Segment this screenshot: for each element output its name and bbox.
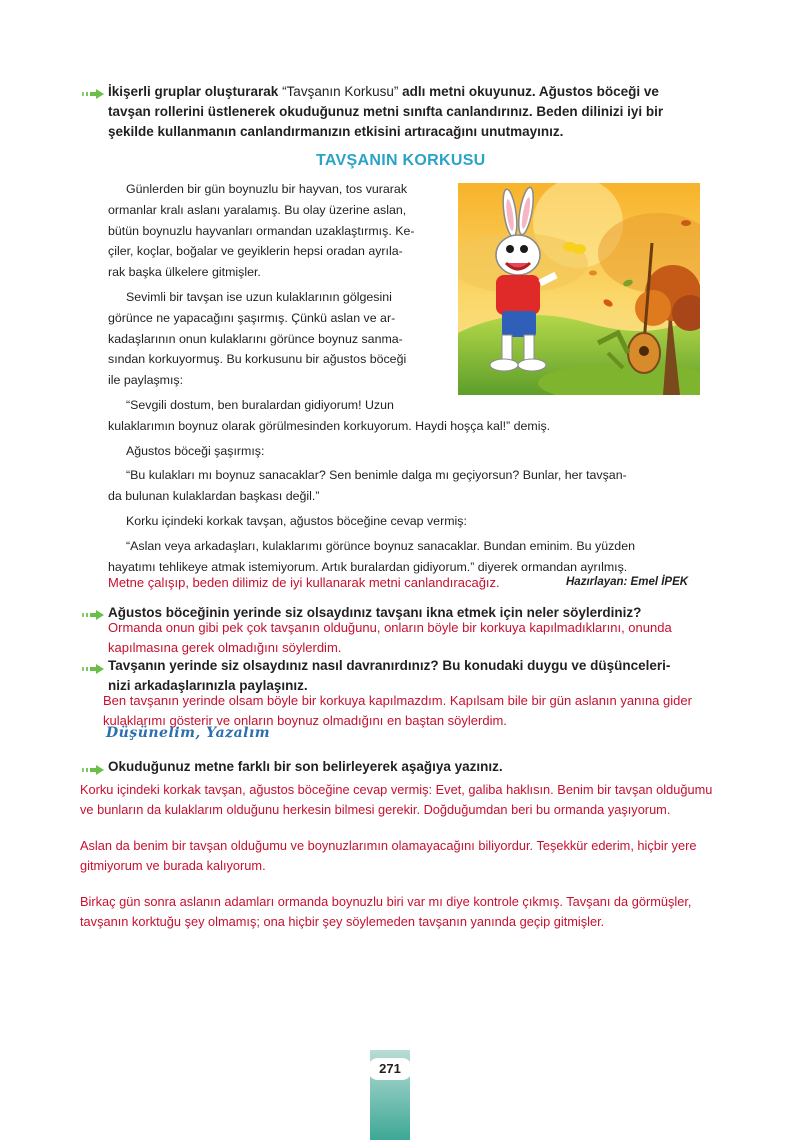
arrow-bullet-icon [82,664,104,674]
handwritten-note: Metne çalışıp, beden dilimiz de iyi kullanarak metni canlandıracağız. [108,575,500,590]
story-line: Günlerden bir gün boynuzlu bir hayvan, tos vurarak [126,182,408,196]
question-2 [108,656,670,696]
story-line: “Sevgili dostum, ben buralardan gidiyorum! Uzun [126,398,394,412]
story-line: da bulunan kulaklardan başkası değil.” [108,489,320,504]
story-line: rak başka ülkelere gitmişler. [108,265,261,280]
story-full-column [108,395,708,577]
ending-line: Aslan da benim bir tavşan olduğumu ve boynuzlarımın olamayacağını biliyordur. Teşekkür ederim, hiçbir yere [80,838,697,853]
story-line: kadaşlarının onun kulaklarını görünce boynuz sanma- [108,331,403,346]
ending-line: ve bunların da kulaklarım olduğunu herkesin bilmesi gerekir. Doğduğumdan beri bu ormanda yaşıyorum. [80,801,671,817]
story-line: sından korkuyormuş. Bu korkusunu bir ağustos böceği [108,352,407,367]
written-ending-para-3 [80,892,691,931]
ending-line: Korku içindeki korkak tavşan, ağustos böceğine cevap vermiş: Evet, galiba haklısın. Benim bir tavşan olduğumu [80,782,713,797]
story-line: Sevimli bir tavşan ise uzun kulaklarının gölgesini [126,289,392,304]
answer-line: kulaklarımı gösterir ve onların boynuz olmadığını en baştan söylerdim. [103,712,507,728]
intro-line-2: tavşan rollerini üstlenerek okuduğunuz metni sınıfta canlandırınız. Beden dilinizi iyi bir [108,104,664,119]
ending-line: gitmiyorum ve burada kalıyorum. [80,857,266,873]
intro-line-3: şekilde kullanmanın canlandırmanızın etkisini artıracağını unutmayınız. [108,124,564,139]
story-line: ile paylaşmış: [108,373,184,388]
question-1: Ağustos böceğinin yerinde siz olsaydınız tavşanı ikna etmek için neler söylerdiniz? [108,605,642,620]
writing-prompt: Okuduğunuz metne farklı bir son belirleyerek aşağıya yazınız. [108,759,503,774]
story-line: ormanlar kralı aslanı yaralamış. Bu olay üzerine aslan, [108,202,407,217]
story-narrow-column [108,179,448,395]
answer-line: Ormanda onun gibi pek çok tavşanın olduğunu, onların böyle bir korkuya kapılmadıklarını, onunda [108,620,672,635]
story-line: “Bu kulakları mı boynuz sanacaklar? Sen benimle dalga mı geçiyorsun? Bunlar, her tavşan- [126,468,627,483]
story-line: çiler, koçlar, boğalar ve geyiklerin hepsi oradan ayrıla- [108,244,403,259]
section-title: Düşünelim, Yazalım [106,725,271,741]
story-line: Korku içindeki korkak tavşan, ağustos böceğine cevap vermiş: [126,513,467,528]
story-line: Ağustos böceği şaşırmış: [126,443,265,458]
ending-line: Birkaç gün sonra aslanın adamları ormanda boynuzlu biri var mı diye kontrole çıkmış. Tavşanı da görmüşler, [80,894,692,909]
written-ending-para-2 [80,836,696,875]
page-number: 271 [368,1058,412,1080]
intro-bold-2: adlı metni okuyunuz. Ağustos böceği ve [402,84,659,99]
arrow-bullet-icon [82,89,104,99]
answer-line: Ben tavşanın yerinde olsam böyle bir korkuya kapılmazdım. Kapılsam bile bir gün aslanın yanına gider [103,693,692,708]
written-ending-para-1 [80,780,712,819]
story-line: görünce ne yapacağını şaşırmış. Çünkü aslan ve ar- [108,310,396,325]
intro-instruction [108,82,708,142]
intro-quoted-title: “Tavşanın Korkusu” [278,84,403,99]
answer-1 [108,618,672,657]
story-line: bütün boynuzlu hayvanları ormandan uzaklaştırmış. Ke- [108,223,415,238]
ending-line: tavşanın korktuğu şey olmamış; ona hiçbir şey söylemeden tavşanın yanında geçip gitmişler. [80,913,605,929]
story-line: “Aslan veya arkadaşları, kulaklarımı görünce boynuz sanacaklar. Bundan eminim. Bu yüzden [126,538,635,553]
story-author: Hazırlayan: Emel İPEK [566,576,689,588]
story-title: TAVŞANIN KORKUSU [316,152,486,169]
answer-line: kapılmasına gerek olmadığını söylerdim. [108,639,342,655]
arrow-bullet-icon [82,610,104,620]
question-line: Tavşanın yerinde siz olsaydınız nasıl davranırdınız? Bu konudaki duygu ve düşünceleri- [108,658,671,673]
story-line: hayatımı tehlikeye atmak istemiyorum. Artık buralardan gidiyorum.” diyerek ormandan ayrılmış. [108,559,628,574]
rabbit-illustration [458,183,700,395]
story-line: kulaklarımın boynuz olarak görülmesinden korkuyorum. Haydi hoşça kal!” demiş. [108,418,551,433]
intro-bold-1: İkişerli gruplar oluşturarak [108,84,279,99]
question-line: nizi arkadaşlarınızla paylaşınız. [108,678,308,693]
arrow-bullet-icon [82,765,104,775]
